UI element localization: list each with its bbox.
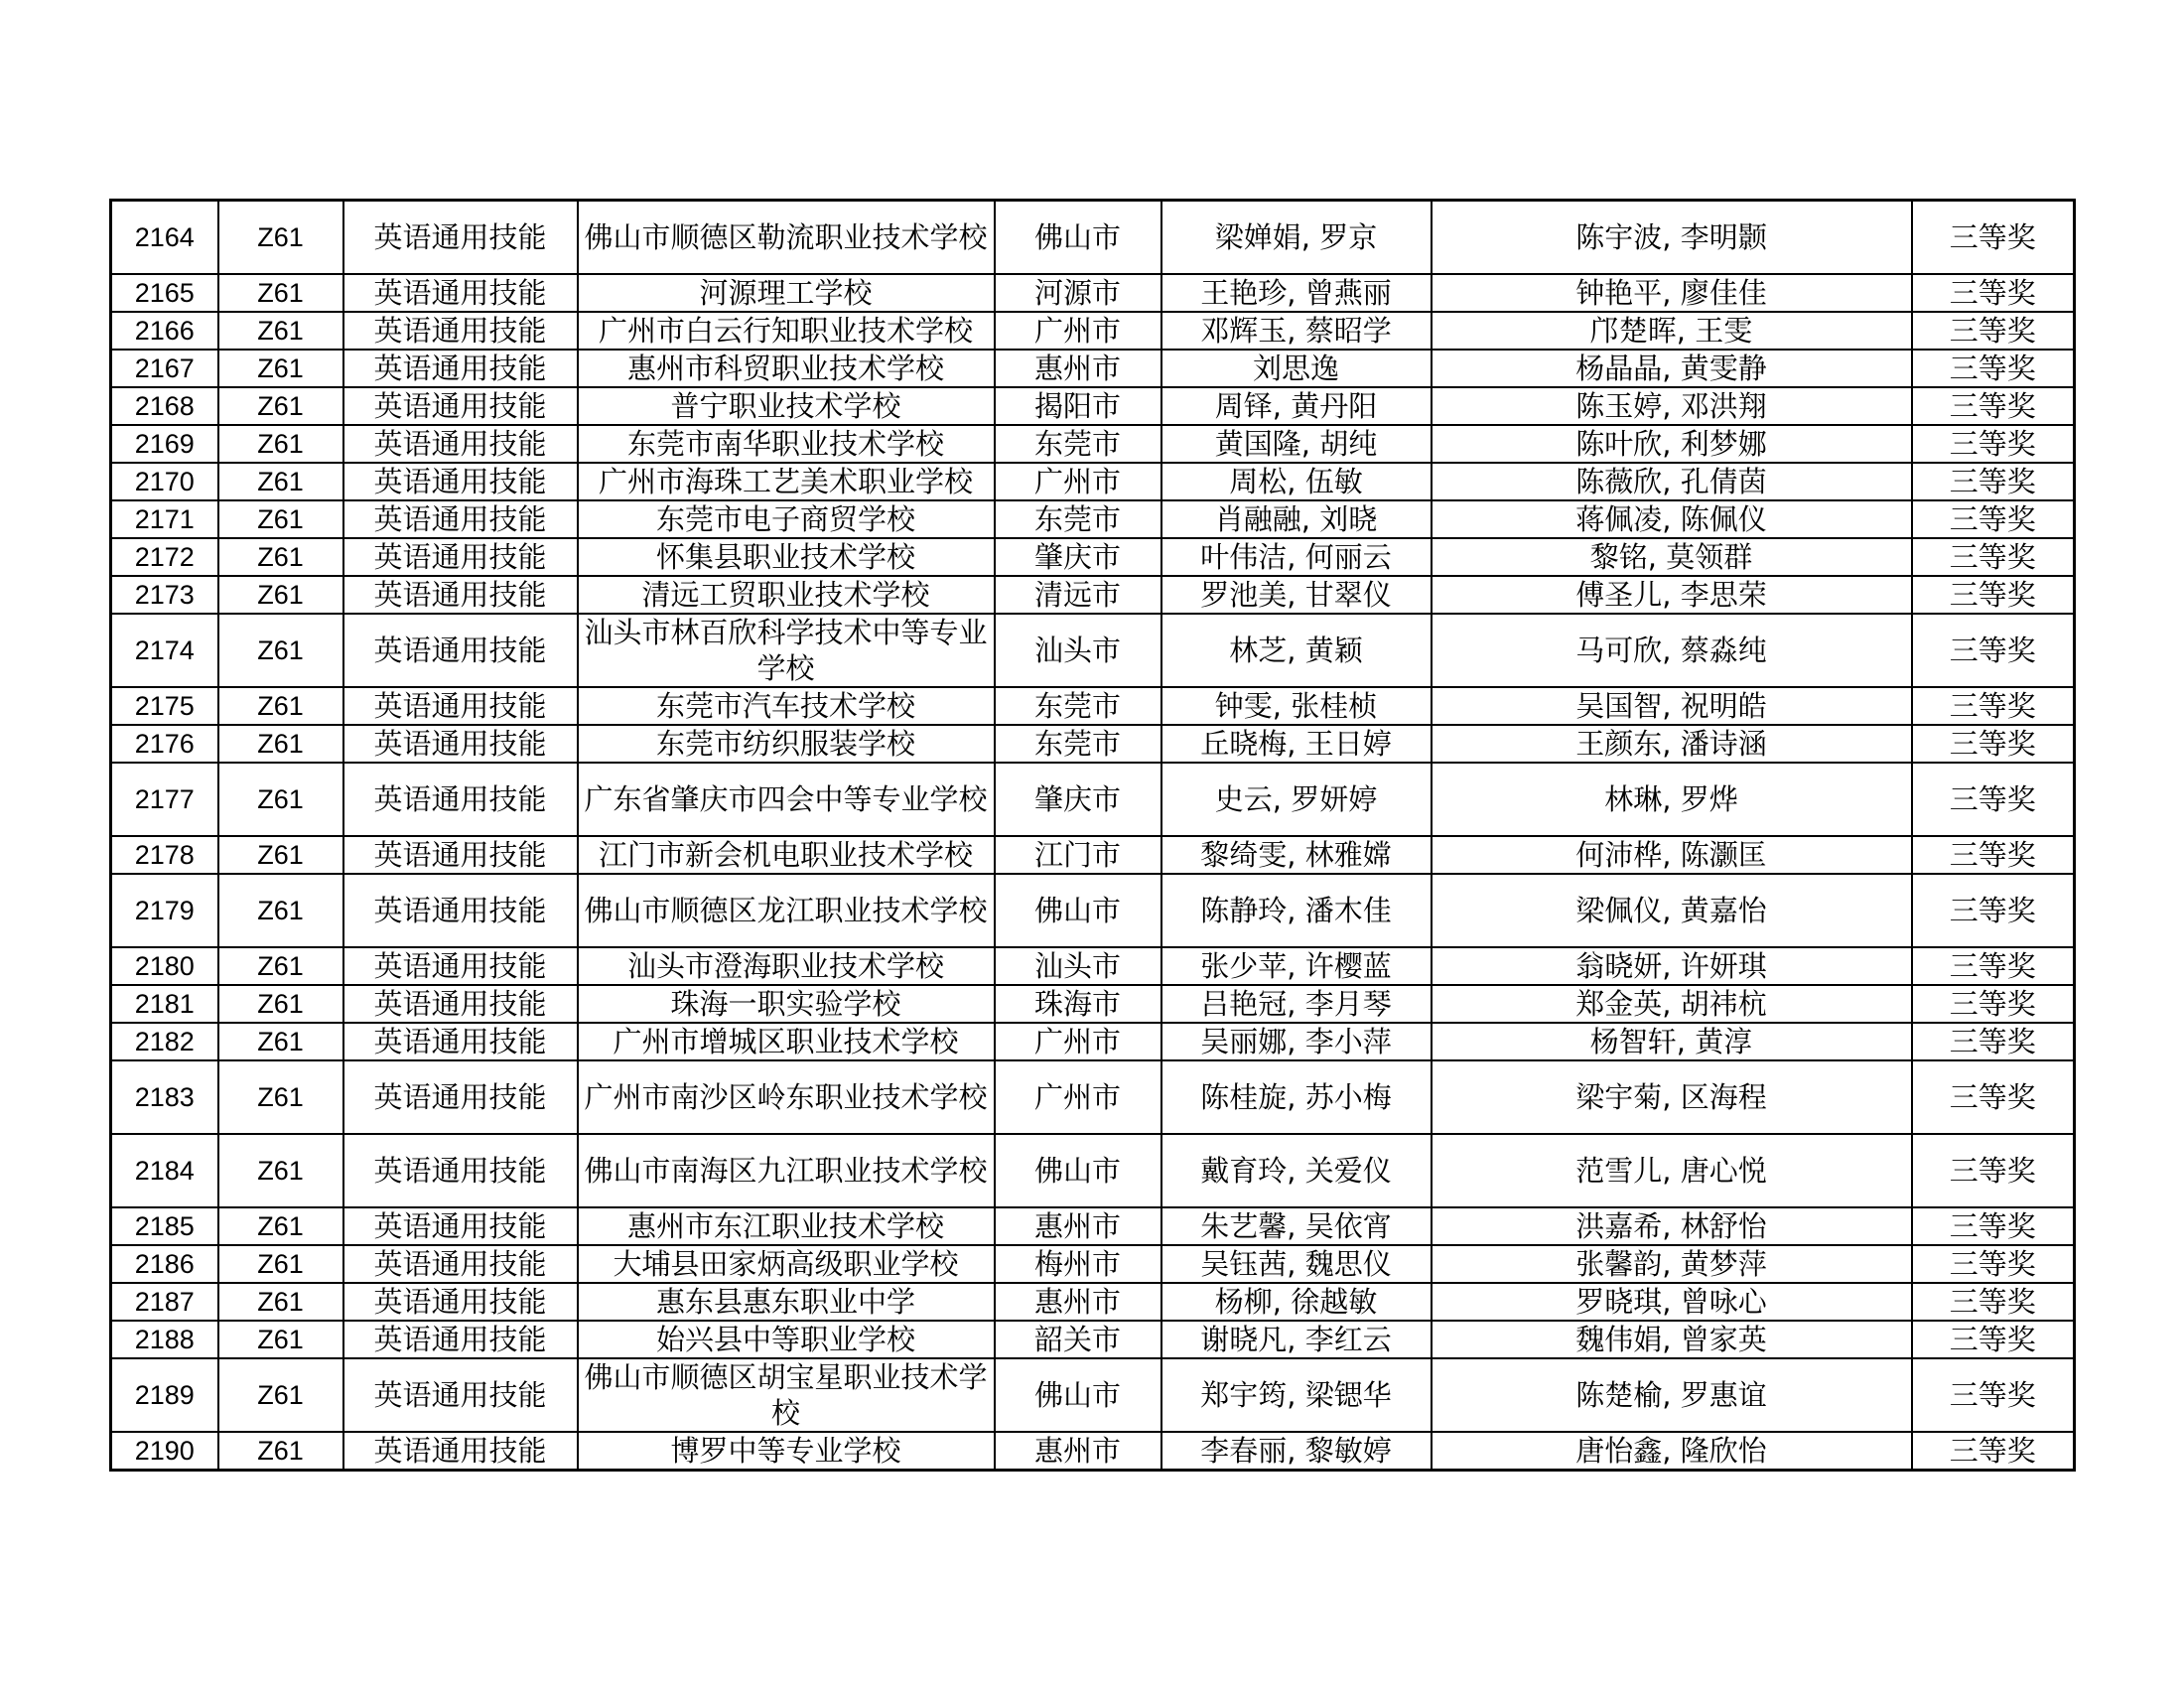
award-level-cell: 三等奖: [1912, 538, 2075, 576]
event-name-cell: 英语通用技能: [343, 538, 578, 576]
city-name-cell: 汕头市: [995, 947, 1161, 985]
row-number-cell: 2165: [111, 274, 218, 312]
city-name-cell: 佛山市: [995, 1134, 1161, 1207]
row-number-cell: 2177: [111, 763, 218, 836]
table-row: [111, 500, 2075, 538]
city-name-cell: 惠州市: [995, 1432, 1161, 1471]
school-name-cell: 广州市白云行知职业技术学校: [578, 312, 995, 350]
row-number-cell: 2189: [111, 1358, 218, 1432]
event-code-cell: Z61: [218, 201, 343, 274]
student-names-cell: 谢晓凡, 李红云: [1161, 1321, 1432, 1358]
event-code-cell: Z61: [218, 463, 343, 500]
row-number-cell: 2179: [111, 874, 218, 947]
school-name-cell: 东莞市纺织服装学校: [578, 725, 995, 763]
event-name-cell: 英语通用技能: [343, 874, 578, 947]
award-level-cell: 三等奖: [1912, 725, 2075, 763]
teacher-names-cell: 邝楚晖, 王雯: [1432, 312, 1912, 350]
teacher-names-cell: 魏伟娟, 曾家英: [1432, 1321, 1912, 1358]
teacher-names-cell: 傅圣儿, 李思荣: [1432, 576, 1912, 614]
school-name-cell: 大埔县田家炳高级职业学校: [578, 1245, 995, 1283]
teacher-names-cell: 王颜东, 潘诗涵: [1432, 725, 1912, 763]
school-name-cell: 汕头市林百欣科学技术中等专业学校: [578, 614, 995, 687]
event-name-cell: 英语通用技能: [343, 1245, 578, 1283]
student-names-cell: 杨柳, 徐越敏: [1161, 1283, 1432, 1321]
event-name-cell: 英语通用技能: [343, 576, 578, 614]
school-name-cell: 佛山市顺德区胡宝星职业技术学校: [578, 1358, 995, 1432]
event-name-cell: 英语通用技能: [343, 836, 578, 874]
event-name-cell: 英语通用技能: [343, 387, 578, 425]
school-name-cell: 清远工贸职业技术学校: [578, 576, 995, 614]
row-number-cell: 2172: [111, 538, 218, 576]
event-code-cell: Z61: [218, 725, 343, 763]
award-level-cell: 三等奖: [1912, 425, 2075, 463]
school-name-cell: 惠州市科贸职业技术学校: [578, 350, 995, 387]
row-number-cell: 2167: [111, 350, 218, 387]
award-table: [109, 199, 2076, 1472]
table-row: [111, 1432, 2075, 1471]
school-name-cell: 东莞市汽车技术学校: [578, 687, 995, 725]
city-name-cell: 东莞市: [995, 500, 1161, 538]
event-code-cell: Z61: [218, 274, 343, 312]
event-code-cell: Z61: [218, 576, 343, 614]
event-code-cell: Z61: [218, 1060, 343, 1134]
student-names-cell: 史云, 罗妍婷: [1161, 763, 1432, 836]
event-name-cell: 英语通用技能: [343, 1432, 578, 1471]
city-name-cell: 肇庆市: [995, 763, 1161, 836]
table-row: [111, 947, 2075, 985]
event-name-cell: 英语通用技能: [343, 1321, 578, 1358]
teacher-names-cell: 翁晓妍, 许妍琪: [1432, 947, 1912, 985]
student-names-cell: 吕艳冠, 李月琴: [1161, 985, 1432, 1023]
event-code-cell: Z61: [218, 500, 343, 538]
award-level-cell: 三等奖: [1912, 614, 2075, 687]
teacher-names-cell: 陈宇波, 李明颢: [1432, 201, 1912, 274]
school-name-cell: 珠海一职实验学校: [578, 985, 995, 1023]
student-names-cell: 张少苹, 许樱蓝: [1161, 947, 1432, 985]
event-name-cell: 英语通用技能: [343, 1134, 578, 1207]
row-number-cell: 2190: [111, 1432, 218, 1471]
table-row: [111, 687, 2075, 725]
city-name-cell: 河源市: [995, 274, 1161, 312]
event-code-cell: Z61: [218, 538, 343, 576]
teacher-names-cell: 洪嘉希, 林舒怡: [1432, 1207, 1912, 1245]
school-name-cell: 惠东县惠东职业中学: [578, 1283, 995, 1321]
table-row: [111, 614, 2075, 687]
student-names-cell: 吴丽娜, 李小萍: [1161, 1023, 1432, 1060]
event-name-cell: 英语通用技能: [343, 1358, 578, 1432]
table-row: [111, 1134, 2075, 1207]
event-name-cell: 英语通用技能: [343, 425, 578, 463]
table-row: [111, 538, 2075, 576]
student-names-cell: 陈桂旋, 苏小梅: [1161, 1060, 1432, 1134]
teacher-names-cell: 罗晓琪, 曾咏心: [1432, 1283, 1912, 1321]
table-row: [111, 836, 2075, 874]
teacher-names-cell: 梁佩仪, 黄嘉怡: [1432, 874, 1912, 947]
event-name-cell: 英语通用技能: [343, 947, 578, 985]
row-number-cell: 2168: [111, 387, 218, 425]
table-row: [111, 874, 2075, 947]
event-name-cell: 英语通用技能: [343, 312, 578, 350]
student-names-cell: 罗池美, 甘翠仪: [1161, 576, 1432, 614]
table-row: [111, 312, 2075, 350]
row-number-cell: 2176: [111, 725, 218, 763]
table-row: [111, 1023, 2075, 1060]
event-code-cell: Z61: [218, 947, 343, 985]
event-code-cell: Z61: [218, 350, 343, 387]
city-name-cell: 清远市: [995, 576, 1161, 614]
school-name-cell: 怀集县职业技术学校: [578, 538, 995, 576]
event-name-cell: 英语通用技能: [343, 985, 578, 1023]
row-number-cell: 2186: [111, 1245, 218, 1283]
table-row: [111, 725, 2075, 763]
city-name-cell: 揭阳市: [995, 387, 1161, 425]
teacher-names-cell: 林琳, 罗烨: [1432, 763, 1912, 836]
row-number-cell: 2171: [111, 500, 218, 538]
student-names-cell: 陈静玲, 潘木佳: [1161, 874, 1432, 947]
table-row: [111, 425, 2075, 463]
city-name-cell: 广州市: [995, 463, 1161, 500]
row-number-cell: 2180: [111, 947, 218, 985]
table-row: [111, 274, 2075, 312]
award-level-cell: 三等奖: [1912, 1023, 2075, 1060]
event-name-cell: 英语通用技能: [343, 500, 578, 538]
teacher-names-cell: 杨晶晶, 黄雯静: [1432, 350, 1912, 387]
event-code-cell: Z61: [218, 874, 343, 947]
school-name-cell: 汕头市澄海职业技术学校: [578, 947, 995, 985]
award-table-body: [111, 201, 2075, 1471]
table-row: [111, 1207, 2075, 1245]
city-name-cell: 佛山市: [995, 874, 1161, 947]
table-row: [111, 1358, 2075, 1432]
event-code-cell: Z61: [218, 1283, 343, 1321]
event-code-cell: Z61: [218, 836, 343, 874]
teacher-names-cell: 吴国智, 祝明皓: [1432, 687, 1912, 725]
award-level-cell: 三等奖: [1912, 1245, 2075, 1283]
event-code-cell: Z61: [218, 1023, 343, 1060]
award-level-cell: 三等奖: [1912, 463, 2075, 500]
teacher-names-cell: 黎铭, 莫领群: [1432, 538, 1912, 576]
student-names-cell: 吴钰茜, 魏思仪: [1161, 1245, 1432, 1283]
event-name-cell: 英语通用技能: [343, 614, 578, 687]
teacher-names-cell: 杨智轩, 黄淳: [1432, 1023, 1912, 1060]
award-level-cell: 三等奖: [1912, 763, 2075, 836]
award-level-cell: 三等奖: [1912, 1060, 2075, 1134]
award-level-cell: 三等奖: [1912, 576, 2075, 614]
award-level-cell: 三等奖: [1912, 687, 2075, 725]
row-number-cell: 2170: [111, 463, 218, 500]
student-names-cell: 钟雯, 张桂桢: [1161, 687, 1432, 725]
row-number-cell: 2187: [111, 1283, 218, 1321]
event-code-cell: Z61: [218, 985, 343, 1023]
event-code-cell: Z61: [218, 763, 343, 836]
teacher-names-cell: 何沛桦, 陈灏匡: [1432, 836, 1912, 874]
city-name-cell: 肇庆市: [995, 538, 1161, 576]
city-name-cell: 珠海市: [995, 985, 1161, 1023]
row-number-cell: 2188: [111, 1321, 218, 1358]
city-name-cell: 东莞市: [995, 687, 1161, 725]
event-name-cell: 英语通用技能: [343, 1207, 578, 1245]
table-row: [111, 1283, 2075, 1321]
student-names-cell: 邓辉玉, 蔡昭学: [1161, 312, 1432, 350]
award-level-cell: 三等奖: [1912, 1358, 2075, 1432]
award-level-cell: 三等奖: [1912, 1283, 2075, 1321]
table-row: [111, 576, 2075, 614]
event-code-cell: Z61: [218, 1358, 343, 1432]
row-number-cell: 2174: [111, 614, 218, 687]
table-row: [111, 1245, 2075, 1283]
city-name-cell: 佛山市: [995, 201, 1161, 274]
city-name-cell: 韶关市: [995, 1321, 1161, 1358]
teacher-names-cell: 蒋佩凌, 陈佩仪: [1432, 500, 1912, 538]
school-name-cell: 佛山市顺德区龙江职业技术学校: [578, 874, 995, 947]
event-name-cell: 英语通用技能: [343, 763, 578, 836]
row-number-cell: 2183: [111, 1060, 218, 1134]
school-name-cell: 始兴县中等职业学校: [578, 1321, 995, 1358]
award-level-cell: 三等奖: [1912, 874, 2075, 947]
row-number-cell: 2184: [111, 1134, 218, 1207]
student-names-cell: 叶伟洁, 何丽云: [1161, 538, 1432, 576]
table-row: [111, 985, 2075, 1023]
teacher-names-cell: 梁宇菊, 区海程: [1432, 1060, 1912, 1134]
event-name-cell: 英语通用技能: [343, 463, 578, 500]
teacher-names-cell: 陈楚榆, 罗惠谊: [1432, 1358, 1912, 1432]
event-code-cell: Z61: [218, 425, 343, 463]
event-name-cell: 英语通用技能: [343, 687, 578, 725]
table-row: [111, 387, 2075, 425]
row-number-cell: 2175: [111, 687, 218, 725]
event-name-cell: 英语通用技能: [343, 201, 578, 274]
table-row: [111, 463, 2075, 500]
event-code-cell: Z61: [218, 387, 343, 425]
school-name-cell: 博罗中等专业学校: [578, 1432, 995, 1471]
table-row: [111, 1321, 2075, 1358]
award-level-cell: 三等奖: [1912, 201, 2075, 274]
event-code-cell: Z61: [218, 1207, 343, 1245]
city-name-cell: 广州市: [995, 1023, 1161, 1060]
row-number-cell: 2166: [111, 312, 218, 350]
table-row: [111, 763, 2075, 836]
event-name-cell: 英语通用技能: [343, 350, 578, 387]
school-name-cell: 广州市南沙区岭东职业技术学校: [578, 1060, 995, 1134]
school-name-cell: 广东省肇庆市四会中等专业学校: [578, 763, 995, 836]
school-name-cell: 普宁职业技术学校: [578, 387, 995, 425]
table-row: [111, 350, 2075, 387]
table-row: [111, 201, 2075, 274]
student-names-cell: 黄国隆, 胡纯: [1161, 425, 1432, 463]
event-code-cell: Z61: [218, 1432, 343, 1471]
teacher-names-cell: 钟艳平, 廖佳佳: [1432, 274, 1912, 312]
teacher-names-cell: 陈叶欣, 利梦娜: [1432, 425, 1912, 463]
city-name-cell: 惠州市: [995, 1283, 1161, 1321]
award-level-cell: 三等奖: [1912, 1321, 2075, 1358]
event-name-cell: 英语通用技能: [343, 1023, 578, 1060]
award-level-cell: 三等奖: [1912, 1432, 2075, 1471]
award-level-cell: 三等奖: [1912, 1134, 2075, 1207]
school-name-cell: 广州市增城区职业技术学校: [578, 1023, 995, 1060]
teacher-names-cell: 陈薇欣, 孔倩茵: [1432, 463, 1912, 500]
award-level-cell: 三等奖: [1912, 350, 2075, 387]
event-name-cell: 英语通用技能: [343, 274, 578, 312]
teacher-names-cell: 范雪儿, 唐心悦: [1432, 1134, 1912, 1207]
teacher-names-cell: 唐怡鑫, 隆欣怡: [1432, 1432, 1912, 1471]
event-code-cell: Z61: [218, 687, 343, 725]
school-name-cell: 广州市海珠工艺美术职业学校: [578, 463, 995, 500]
school-name-cell: 佛山市南海区九江职业技术学校: [578, 1134, 995, 1207]
event-name-cell: 英语通用技能: [343, 1283, 578, 1321]
row-number-cell: 2178: [111, 836, 218, 874]
award-level-cell: 三等奖: [1912, 985, 2075, 1023]
event-code-cell: Z61: [218, 1321, 343, 1358]
city-name-cell: 惠州市: [995, 1207, 1161, 1245]
teacher-names-cell: 陈玉婷, 邓洪翔: [1432, 387, 1912, 425]
row-number-cell: 2164: [111, 201, 218, 274]
city-name-cell: 惠州市: [995, 350, 1161, 387]
city-name-cell: 东莞市: [995, 725, 1161, 763]
student-names-cell: 丘晓梅, 王日婷: [1161, 725, 1432, 763]
event-code-cell: Z61: [218, 312, 343, 350]
award-level-cell: 三等奖: [1912, 274, 2075, 312]
student-names-cell: 李春丽, 黎敏婷: [1161, 1432, 1432, 1471]
row-number-cell: 2181: [111, 985, 218, 1023]
school-name-cell: 东莞市南华职业技术学校: [578, 425, 995, 463]
teacher-names-cell: 马可欣, 蔡淼纯: [1432, 614, 1912, 687]
award-level-cell: 三等奖: [1912, 312, 2075, 350]
school-name-cell: 江门市新会机电职业技术学校: [578, 836, 995, 874]
student-names-cell: 郑宇筠, 梁锶华: [1161, 1358, 1432, 1432]
city-name-cell: 梅州市: [995, 1245, 1161, 1283]
row-number-cell: 2182: [111, 1023, 218, 1060]
school-name-cell: 佛山市顺德区勒流职业技术学校: [578, 201, 995, 274]
row-number-cell: 2185: [111, 1207, 218, 1245]
city-name-cell: 江门市: [995, 836, 1161, 874]
school-name-cell: 惠州市东江职业技术学校: [578, 1207, 995, 1245]
student-names-cell: 肖融融, 刘晓: [1161, 500, 1432, 538]
city-name-cell: 广州市: [995, 312, 1161, 350]
event-name-cell: 英语通用技能: [343, 1060, 578, 1134]
event-name-cell: 英语通用技能: [343, 725, 578, 763]
student-names-cell: 戴育玲, 关爱仪: [1161, 1134, 1432, 1207]
student-names-cell: 林芝, 黄颖: [1161, 614, 1432, 687]
student-names-cell: 梁婵娟, 罗京: [1161, 201, 1432, 274]
award-level-cell: 三等奖: [1912, 947, 2075, 985]
award-level-cell: 三等奖: [1912, 836, 2075, 874]
teacher-names-cell: 郑金英, 胡祎杭: [1432, 985, 1912, 1023]
event-code-cell: Z61: [218, 1134, 343, 1207]
city-name-cell: 汕头市: [995, 614, 1161, 687]
event-code-cell: Z61: [218, 1245, 343, 1283]
award-level-cell: 三等奖: [1912, 387, 2075, 425]
city-name-cell: 佛山市: [995, 1358, 1161, 1432]
event-code-cell: Z61: [218, 614, 343, 687]
student-names-cell: 刘思逸: [1161, 350, 1432, 387]
award-level-cell: 三等奖: [1912, 1207, 2075, 1245]
city-name-cell: 东莞市: [995, 425, 1161, 463]
student-names-cell: 周铎, 黄丹阳: [1161, 387, 1432, 425]
teacher-names-cell: 张馨韵, 黄梦萍: [1432, 1245, 1912, 1283]
table-row: [111, 1060, 2075, 1134]
student-names-cell: 朱艺馨, 吴依宵: [1161, 1207, 1432, 1245]
school-name-cell: 河源理工学校: [578, 274, 995, 312]
city-name-cell: 广州市: [995, 1060, 1161, 1134]
school-name-cell: 东莞市电子商贸学校: [578, 500, 995, 538]
student-names-cell: 黎绮雯, 林雅嫦: [1161, 836, 1432, 874]
row-number-cell: 2173: [111, 576, 218, 614]
student-names-cell: 王艳珍, 曾燕丽: [1161, 274, 1432, 312]
award-level-cell: 三等奖: [1912, 500, 2075, 538]
row-number-cell: 2169: [111, 425, 218, 463]
student-names-cell: 周松, 伍敏: [1161, 463, 1432, 500]
